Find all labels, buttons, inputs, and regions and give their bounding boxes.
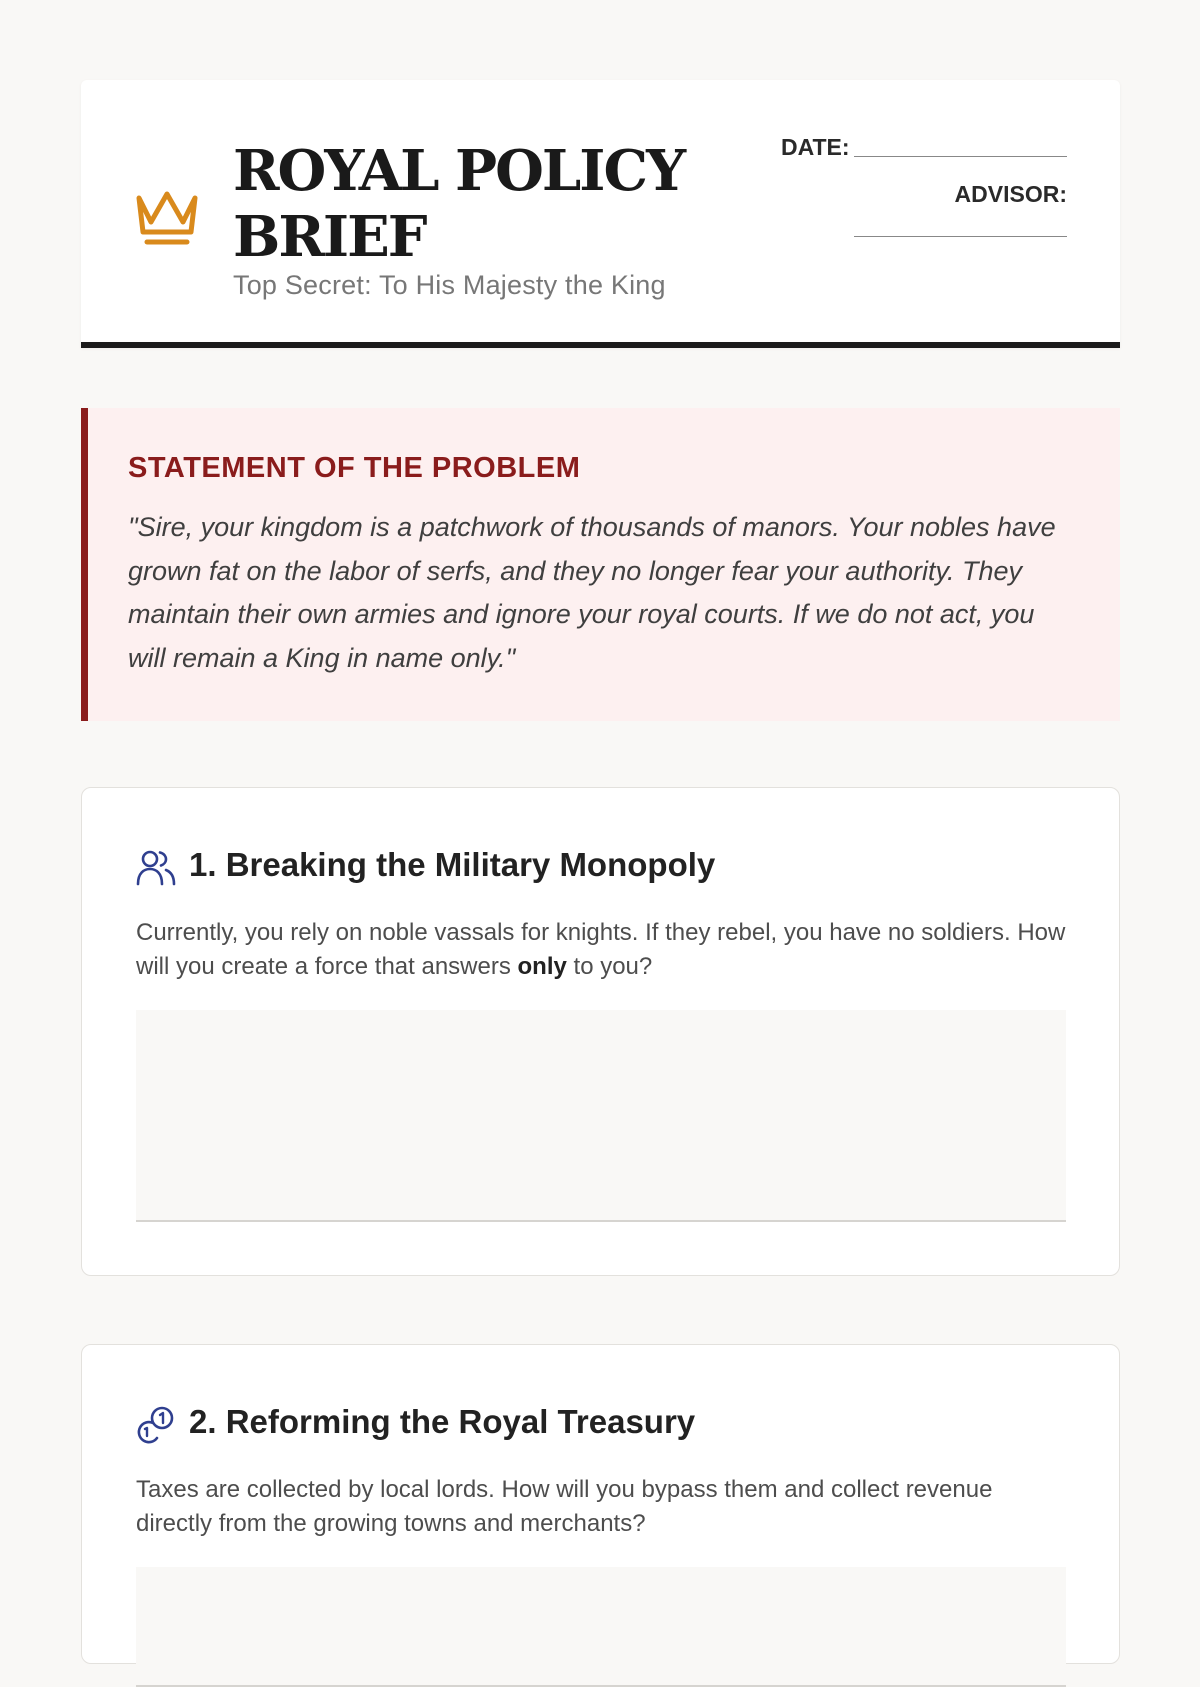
answer-textarea-treasury[interactable]	[136, 1567, 1066, 1687]
crown-icon	[133, 186, 201, 250]
question-title: 1. Breaking the Military Monopoly	[189, 846, 716, 883]
page-subtitle: Top Secret: To His Majesty the King	[233, 270, 666, 300]
question-description: Taxes are collected by local lords. How will you bypass them and collect revenue directly from the growing towns and merchants?	[136, 1476, 993, 1537]
problem-quote: "Sire, your kingdom is a patchwork of thousands of manors. Your nobles have grown fat on the labor of serfs, and they no longer fear your authority. They maintain their own armies and ignore your royal courts. If we do not act, you will remain a King in name only."	[128, 512, 1056, 673]
question-desc-text-end: to you?	[566, 953, 653, 980]
question-desc-emphasis: only	[517, 953, 567, 980]
problem-statement	[81, 408, 1120, 721]
users-icon	[136, 848, 176, 888]
answer-textarea-military[interactable]	[136, 1010, 1066, 1222]
page-title	[233, 138, 753, 270]
question-card-military	[81, 787, 1120, 1276]
title-line-1: ROYAL POLICY	[233, 138, 685, 204]
question-description	[136, 916, 1066, 984]
date-field[interactable]	[854, 156, 1067, 157]
question-card-treasury	[81, 1344, 1120, 1664]
header-card	[81, 80, 1120, 348]
title-line-2: BRIEF	[233, 204, 426, 270]
coins-icon	[136, 1405, 176, 1445]
advisor-label: ADVISOR:	[954, 181, 1067, 207]
problem-heading: STATEMENT OF THE PROBLEM	[128, 452, 581, 484]
date-label: DATE:	[781, 134, 850, 160]
advisor-field[interactable]	[854, 236, 1067, 237]
question-desc-text: Currently, you rely on noble vassals for knights. If they rebel, you have no soldiers. How will you create a force that answers	[136, 919, 1066, 980]
question-title: 2. Reforming the Royal Treasury	[189, 1403, 696, 1440]
